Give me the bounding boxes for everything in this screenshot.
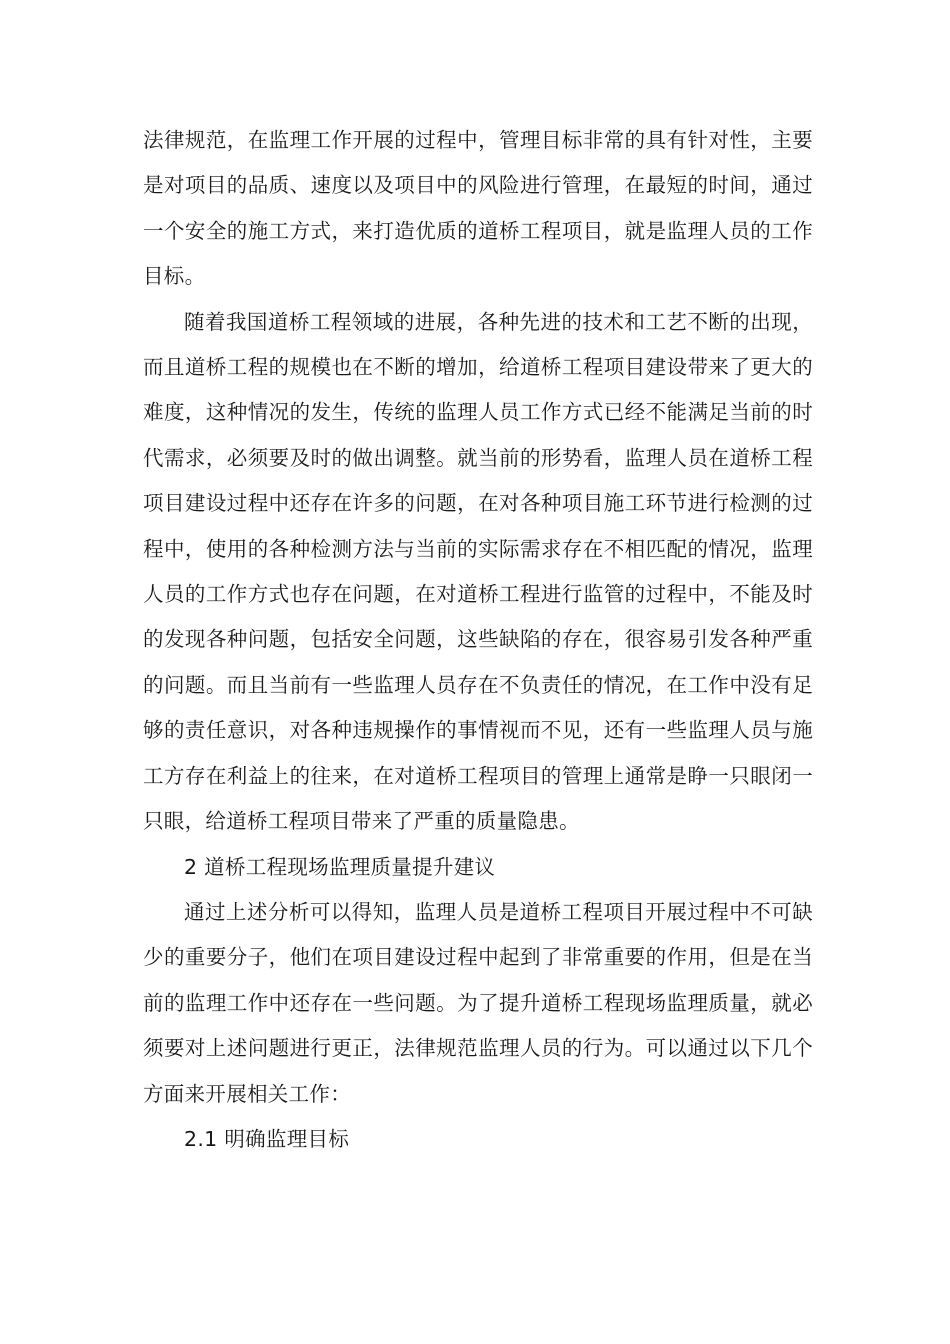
paragraph-section-intro: 通过上述分析可以得知，监理人员是道桥工程项目开展过程中不可缺少的重要分子，他们在项目建设过程中起到了非常重要的作用，但是在当前的监理工作中还存在一些问题。为了提升道桥工程现场监理质量，就必须要对上述问题进行更正，法律规范监理人员的行为。可以通过以下几个方面来开展相关工作： bbox=[143, 899, 813, 1106]
section-heading-2: 2 道桥工程现场监理质量提升建议 bbox=[184, 854, 496, 879]
subsection-heading-2-1: 2.1 明确监理目标 bbox=[184, 1126, 350, 1151]
paragraph-current-problems: 随着我国道桥工程领域的进展，各种先进的技术和工艺不断的出现，而且道桥工程的规模也在不断的增加，给道桥工程项目建设带来了更大的难度，这种情况的发生，传统的监理人员工作方式已经不能满足当前的时代需求，必须要及时的做出调整。就当前的形势看，监理人员在道桥工程项目建设过程中还存在许多的问题，在对各种项目施工环节进行检测的过程中，使用的各种检测方法与当前的实际需求存在不相匹配的情况，监理人员的工作方式也存在问题，在对道桥工程进行监管的过程中，不能及时的发现各种问题，包括安全问题，这些缺陷的存在，很容易引发各种严重的问题。而且当前有一些监理人员存在不负责任的情况，在工作中没有足够的责任意识，对各种违规操作的事情视而不见，还有一些监理人员与施工方存在利益上的往来，在对道桥工程项目的管理上通常是睁一只眼闭一只眼，给道桥工程项目带来了严重的质量隐患。 bbox=[143, 309, 813, 834]
document-body bbox=[143, 118, 813, 1162]
paragraph-continuation: 法律规范，在监理工作开展的过程中，管理目标非常的具有针对性，主要是对项目的品质、速度以及项目中的风险进行管理，在最短的时间，通过一个安全的施工方式，来打造优质的道桥工程项目，就是监理人员的工作目标。 bbox=[143, 128, 813, 289]
